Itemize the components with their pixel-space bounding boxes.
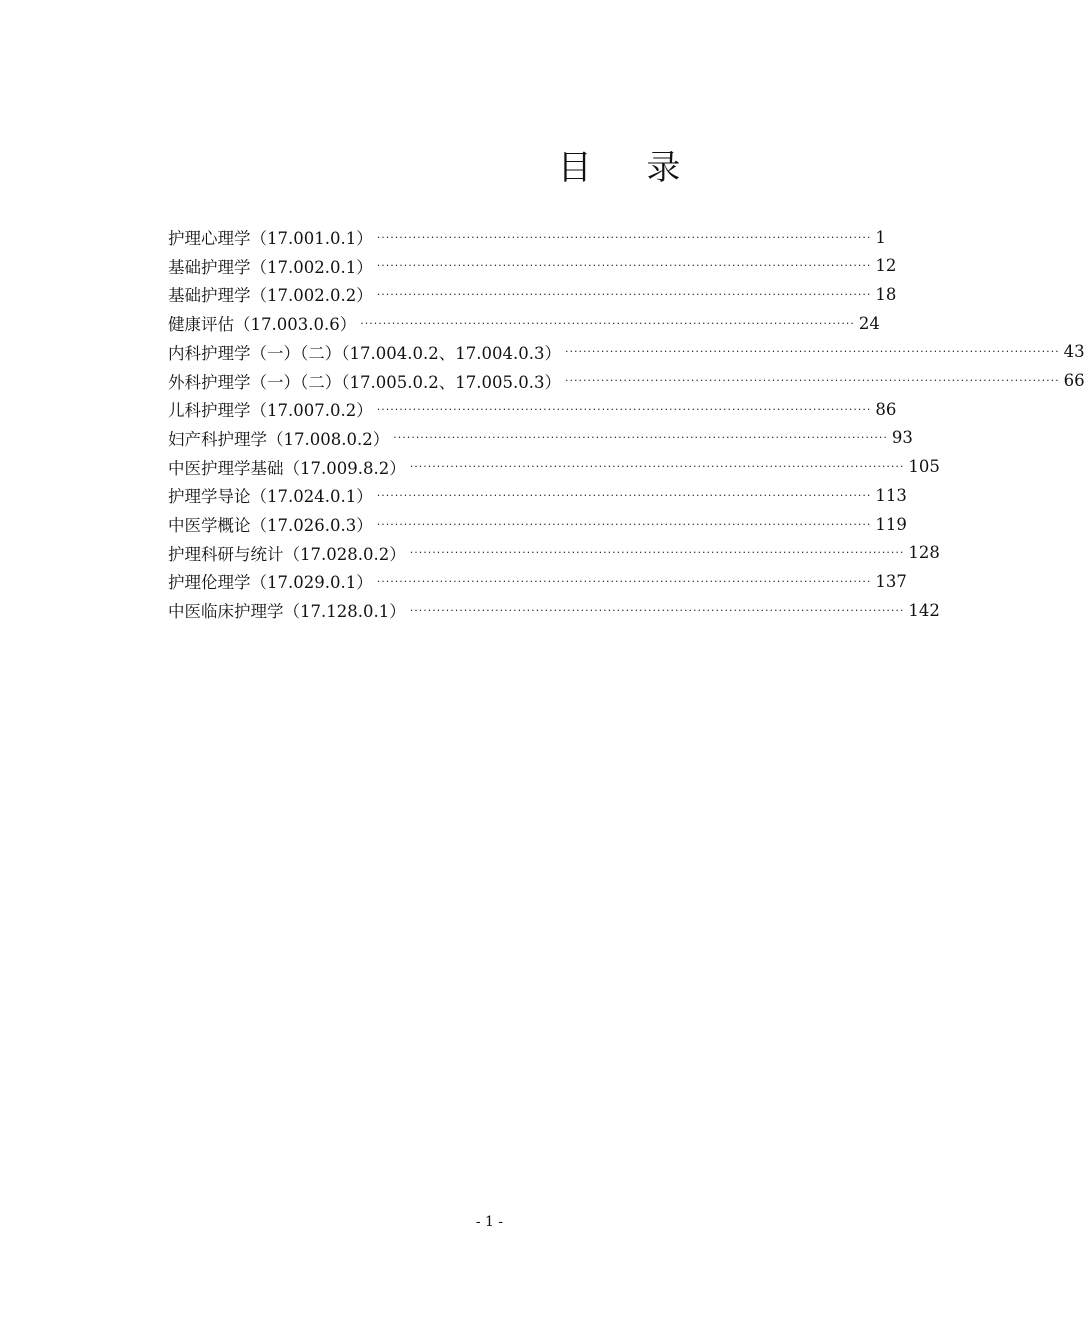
toc-entry-label: 外科护理学（一）（二）（17.005.0.2、17.005.0.3） — [168, 372, 561, 392]
toc-leader-dots: ·············································································································· — [376, 517, 872, 531]
toc-entry-label: 内科护理学（一）（二）（17.004.0.2、17.004.0.3） — [168, 343, 561, 363]
toc-leader-dots: ·············································································································· — [393, 431, 888, 445]
toc-entry-label: 儿科护理学（17.007.0.2） — [168, 401, 373, 421]
toc-leader-dots: ·············································································································· — [376, 488, 872, 502]
toc-entry[interactable] — [168, 280, 897, 308]
toc-entry-label: 护理科研与统计（17.028.0.2） — [168, 544, 406, 564]
toc-entry[interactable] — [168, 453, 940, 481]
toc-entry-page: 43 — [1063, 342, 1085, 362]
toc-entry[interactable] — [168, 567, 907, 595]
toc-entry-label: 健康评估（17.003.0.6） — [168, 315, 357, 335]
toc-leader-dots: ·············································································································· — [564, 345, 1060, 359]
toc-leader-dots: ·············································································································· — [376, 402, 872, 416]
toc-entry-label: 护理学导论（17.024.0.1） — [168, 487, 373, 507]
toc-leader-dots: ·············································································································· — [376, 230, 872, 244]
toc-leader-dots: ·············································································································· — [409, 603, 905, 617]
toc-entry-label: 妇产科护理学（17.008.0.2） — [168, 429, 390, 449]
toc-leader-dots: ·············································································································· — [360, 316, 855, 330]
toc-entry-page: 1 — [875, 227, 886, 247]
toc-entry-page: 86 — [875, 399, 897, 419]
toc-entry-label: 护理心理学（17.001.0.1） — [168, 229, 373, 248]
toc-entry-label: 护理伦理学（17.029.0.1） — [168, 573, 373, 593]
toc-entry-page: 137 — [875, 571, 907, 591]
toc-entry-page: 93 — [891, 428, 913, 448]
toc-entry-label: 基础护理学（17.002.0.1） — [168, 257, 373, 277]
toc-leader-dots: ·············································································································· — [376, 287, 872, 301]
page-number-footer: - 1 - — [475, 1214, 504, 1230]
toc-entry-page: 142 — [908, 600, 940, 620]
toc-entry-page: 128 — [908, 543, 940, 563]
toc-entry[interactable] — [168, 252, 897, 280]
toc-entry-label: 中医护理学基础（17.009.8.2） — [168, 458, 406, 478]
toc-leader-dots: ·············································································································· — [376, 574, 872, 588]
toc-leader-dots: ·············································································································· — [564, 374, 1060, 387]
toc-entry[interactable] — [168, 223, 886, 251]
toc-entry-label: 基础护理学（17.002.0.2） — [168, 286, 373, 306]
toc-entry[interactable] — [168, 309, 880, 337]
toc-entry-page: 119 — [875, 514, 907, 534]
toc-entry-page: 24 — [858, 313, 880, 333]
toc-entry-label: 中医学概论（17.026.0.3） — [168, 516, 373, 535]
toc-entry[interactable] — [168, 596, 940, 624]
toc-leader-dots: ·············································································································· — [376, 259, 872, 273]
toc-entry-label: 中医临床护理学（17.128.0.1） — [168, 602, 406, 622]
toc-entry[interactable] — [168, 338, 1085, 366]
toc-entry[interactable] — [168, 424, 913, 452]
toc-entry[interactable] — [168, 481, 907, 509]
toc-entry[interactable] — [168, 539, 940, 567]
toc-entry[interactable] — [168, 367, 1085, 395]
page-title: 目 录 — [557, 148, 703, 188]
toc-leader-dots: ·············································································································· — [409, 460, 905, 474]
toc-leader-dots: ·············································································································· — [409, 546, 905, 560]
toc-entry-page: 12 — [875, 256, 897, 276]
toc-entry-page: 66 — [1063, 371, 1085, 390]
toc-entry-page: 18 — [875, 284, 897, 304]
toc-entry-page: 105 — [908, 457, 940, 477]
toc-entry[interactable] — [168, 395, 897, 423]
toc-entry[interactable] — [168, 510, 907, 538]
toc-entry-page: 113 — [875, 485, 907, 505]
